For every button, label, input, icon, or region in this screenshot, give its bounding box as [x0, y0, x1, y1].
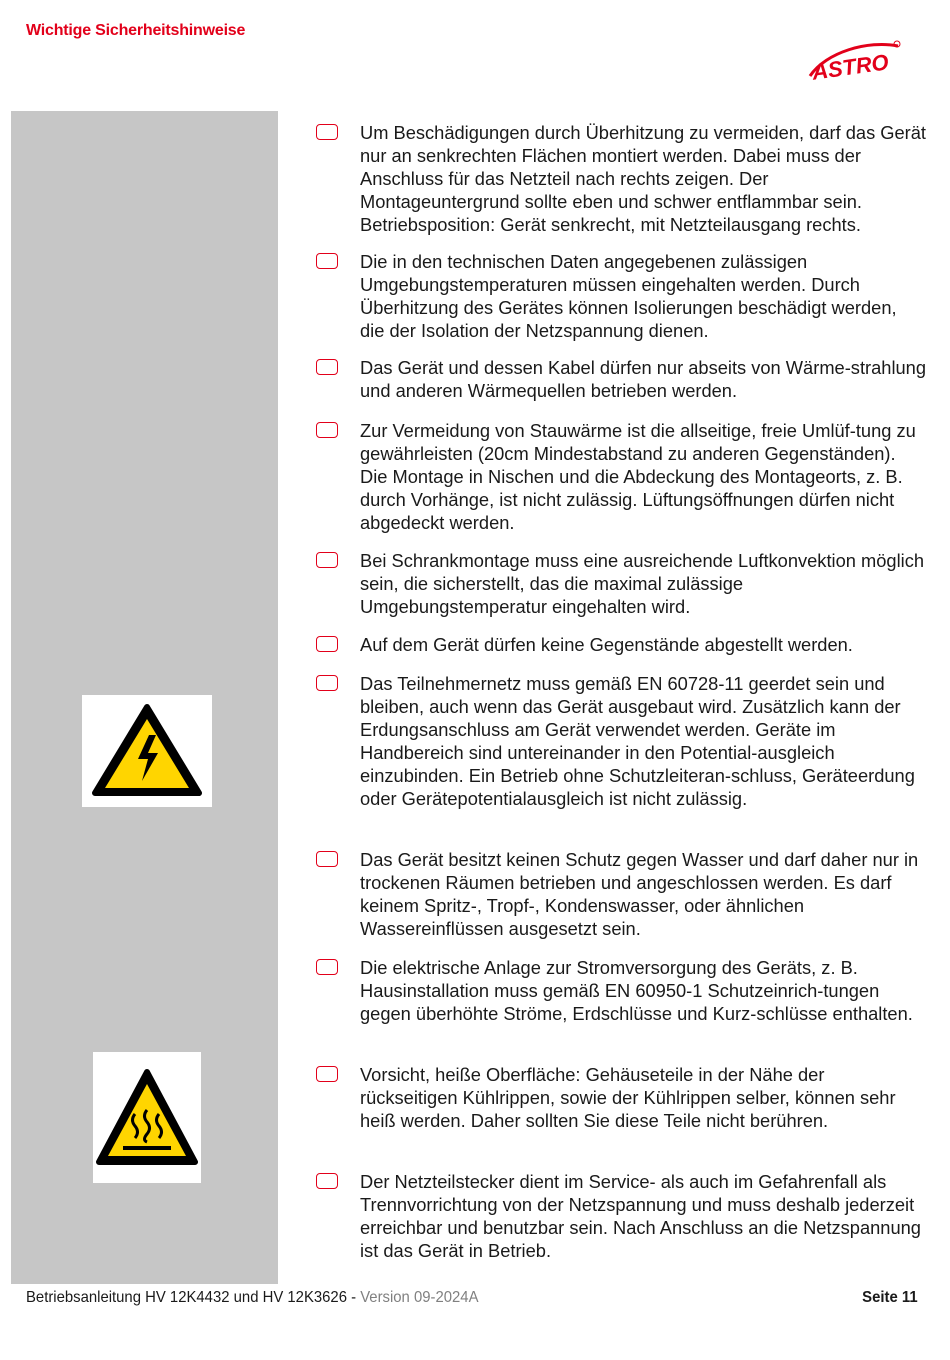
- checkbox-icon: [316, 253, 338, 269]
- checkbox-icon: [316, 959, 338, 975]
- checkbox-icon: [316, 124, 338, 140]
- checkbox-icon: [316, 1173, 338, 1189]
- list-item-text: Die in den technischen Daten angegebenen zulässigen Umgebungstemperaturen müssen eingehalten werden. Durch Überhitzung des Gerätes können Isolierungen beschädigt werden, die der Isolation der Netzspannung dienen.: [360, 251, 897, 341]
- list-item: [316, 673, 926, 810]
- checkbox-icon: [316, 422, 338, 438]
- page-header-title: Wichtige Sicherheitshinweise: [26, 22, 246, 39]
- list-item: [316, 251, 926, 343]
- list-item: [316, 957, 926, 1026]
- checkbox-icon: [316, 359, 338, 375]
- list-item: [316, 550, 926, 619]
- list-item-text: Auf dem Gerät dürfen keine Gegenstände abgestellt werden.: [360, 634, 853, 655]
- list-item-text: Der Netzteilstecker dient im Service- als auch im Gefahrenfall als Trennvorrichtung von der Netzspannung und muss deshalb jederzeit erreichbar und benutzbar sein. Nach Anschluss an die Netzspannung ist das Gerät in Betrieb.: [360, 1171, 921, 1261]
- electrical-hazard-icon: [82, 695, 212, 807]
- checkbox-icon: [316, 636, 338, 652]
- footer-manual-title: [26, 1289, 479, 1307]
- footer-version: Version 09-2024A: [360, 1289, 479, 1306]
- list-item: [316, 122, 926, 237]
- checkbox-icon: [316, 675, 338, 691]
- svg-text:ASTRO: ASTRO: [810, 49, 891, 82]
- list-item-text: Das Gerät und dessen Kabel dürfen nur abseits von Wärme-strahlung und anderen Wärmequellen betrieben werden.: [360, 357, 927, 401]
- list-item-text: Das Gerät besitzt keinen Schutz gegen Wasser und darf daher nur in trockenen Räumen betrieben und angeschlossen werden. Es darf keinem Spritz-, Tropf-, Kondenswasser, oder ähnlichen Wassereinflüssen ausgesetzt sein.: [360, 849, 919, 939]
- page-number: Seite 11: [862, 1289, 918, 1306]
- list-item: [316, 1064, 926, 1133]
- list-item-text: Um Beschädigungen durch Überhitzung zu vermeiden, darf das Gerät nur an senkrechten Flächen montiert werden. Dabei muss der Anschluss für das Netzteil nach rechts zeigen. Der Montageuntergrund sollte eben und schwer entflammbar sein. Betriebsposition: Gerät senkrecht, mit Netzteilausgang rechts.: [360, 122, 927, 235]
- hot-surface-icon: [93, 1052, 201, 1183]
- list-item-text: Die elektrische Anlage zur Stromversorgung des Geräts, z. B. Hausinstallation muss gemäß EN 60950-1 Schutzeinrich-tungen gegen überhöhte Ströme, Erdschlüsse und Kurz-schlüsse enthalten.: [360, 957, 913, 1024]
- list-item: [316, 634, 926, 657]
- list-item: [316, 420, 926, 535]
- list-item-text: Das Teilnehmernetz muss gemäß EN 60728-11 geerdet sein und bleiben, auch wenn das Gerät ausgebaut wird. Zusätzlich kann der Erdungsanschluss am Gerät verwendet werden. Geräte im Handbereich sind untereinander in den Potential-ausgleich einzubinden. Ein Betrieb ohne Schutzleiteran-schluss, Geräteerdung oder Gerätepotentialausgleich ist nicht zulässig.: [360, 673, 915, 809]
- list-item-text: Bei Schrankmontage muss eine ausreichende Luftkonvektion möglich sein, die sicherstellt, das die maximal zulässige Umgebungstemperatur eingehalten wird.: [360, 550, 924, 617]
- checkbox-icon: [316, 1066, 338, 1082]
- footer-separator: -: [346, 1289, 361, 1306]
- list-item-text: Vorsicht, heiße Oberfläche: Gehäuseteile in der Nähe der rückseitigen Kühlrippen, sowie der Kühlrippen selber, können sehr heiß werden. Daher sollten Sie diese Teile nicht berühren.: [360, 1064, 896, 1131]
- footer-manual-name: Betriebsanleitung HV 12K4432 und HV 12K3626: [26, 1289, 347, 1306]
- list-item: [316, 357, 926, 403]
- astro-logo: [806, 38, 902, 82]
- list-item-text: Zur Vermeidung von Stauwärme ist die allseitige, freie Umlüf-tung zu gewährleisten (20cm Mindestabstand zu anderen Gegenständen). Die Montage in Nischen und die Abdeckung des Montageorts, z. B. durch Vorhänge, ist nicht zulässig. Lüftungsöffnungen dürfen nicht abgedeckt werden.: [360, 420, 916, 533]
- checkbox-icon: [316, 851, 338, 867]
- list-item: [316, 1171, 926, 1263]
- checkbox-icon: [316, 552, 338, 568]
- list-item: [316, 849, 926, 941]
